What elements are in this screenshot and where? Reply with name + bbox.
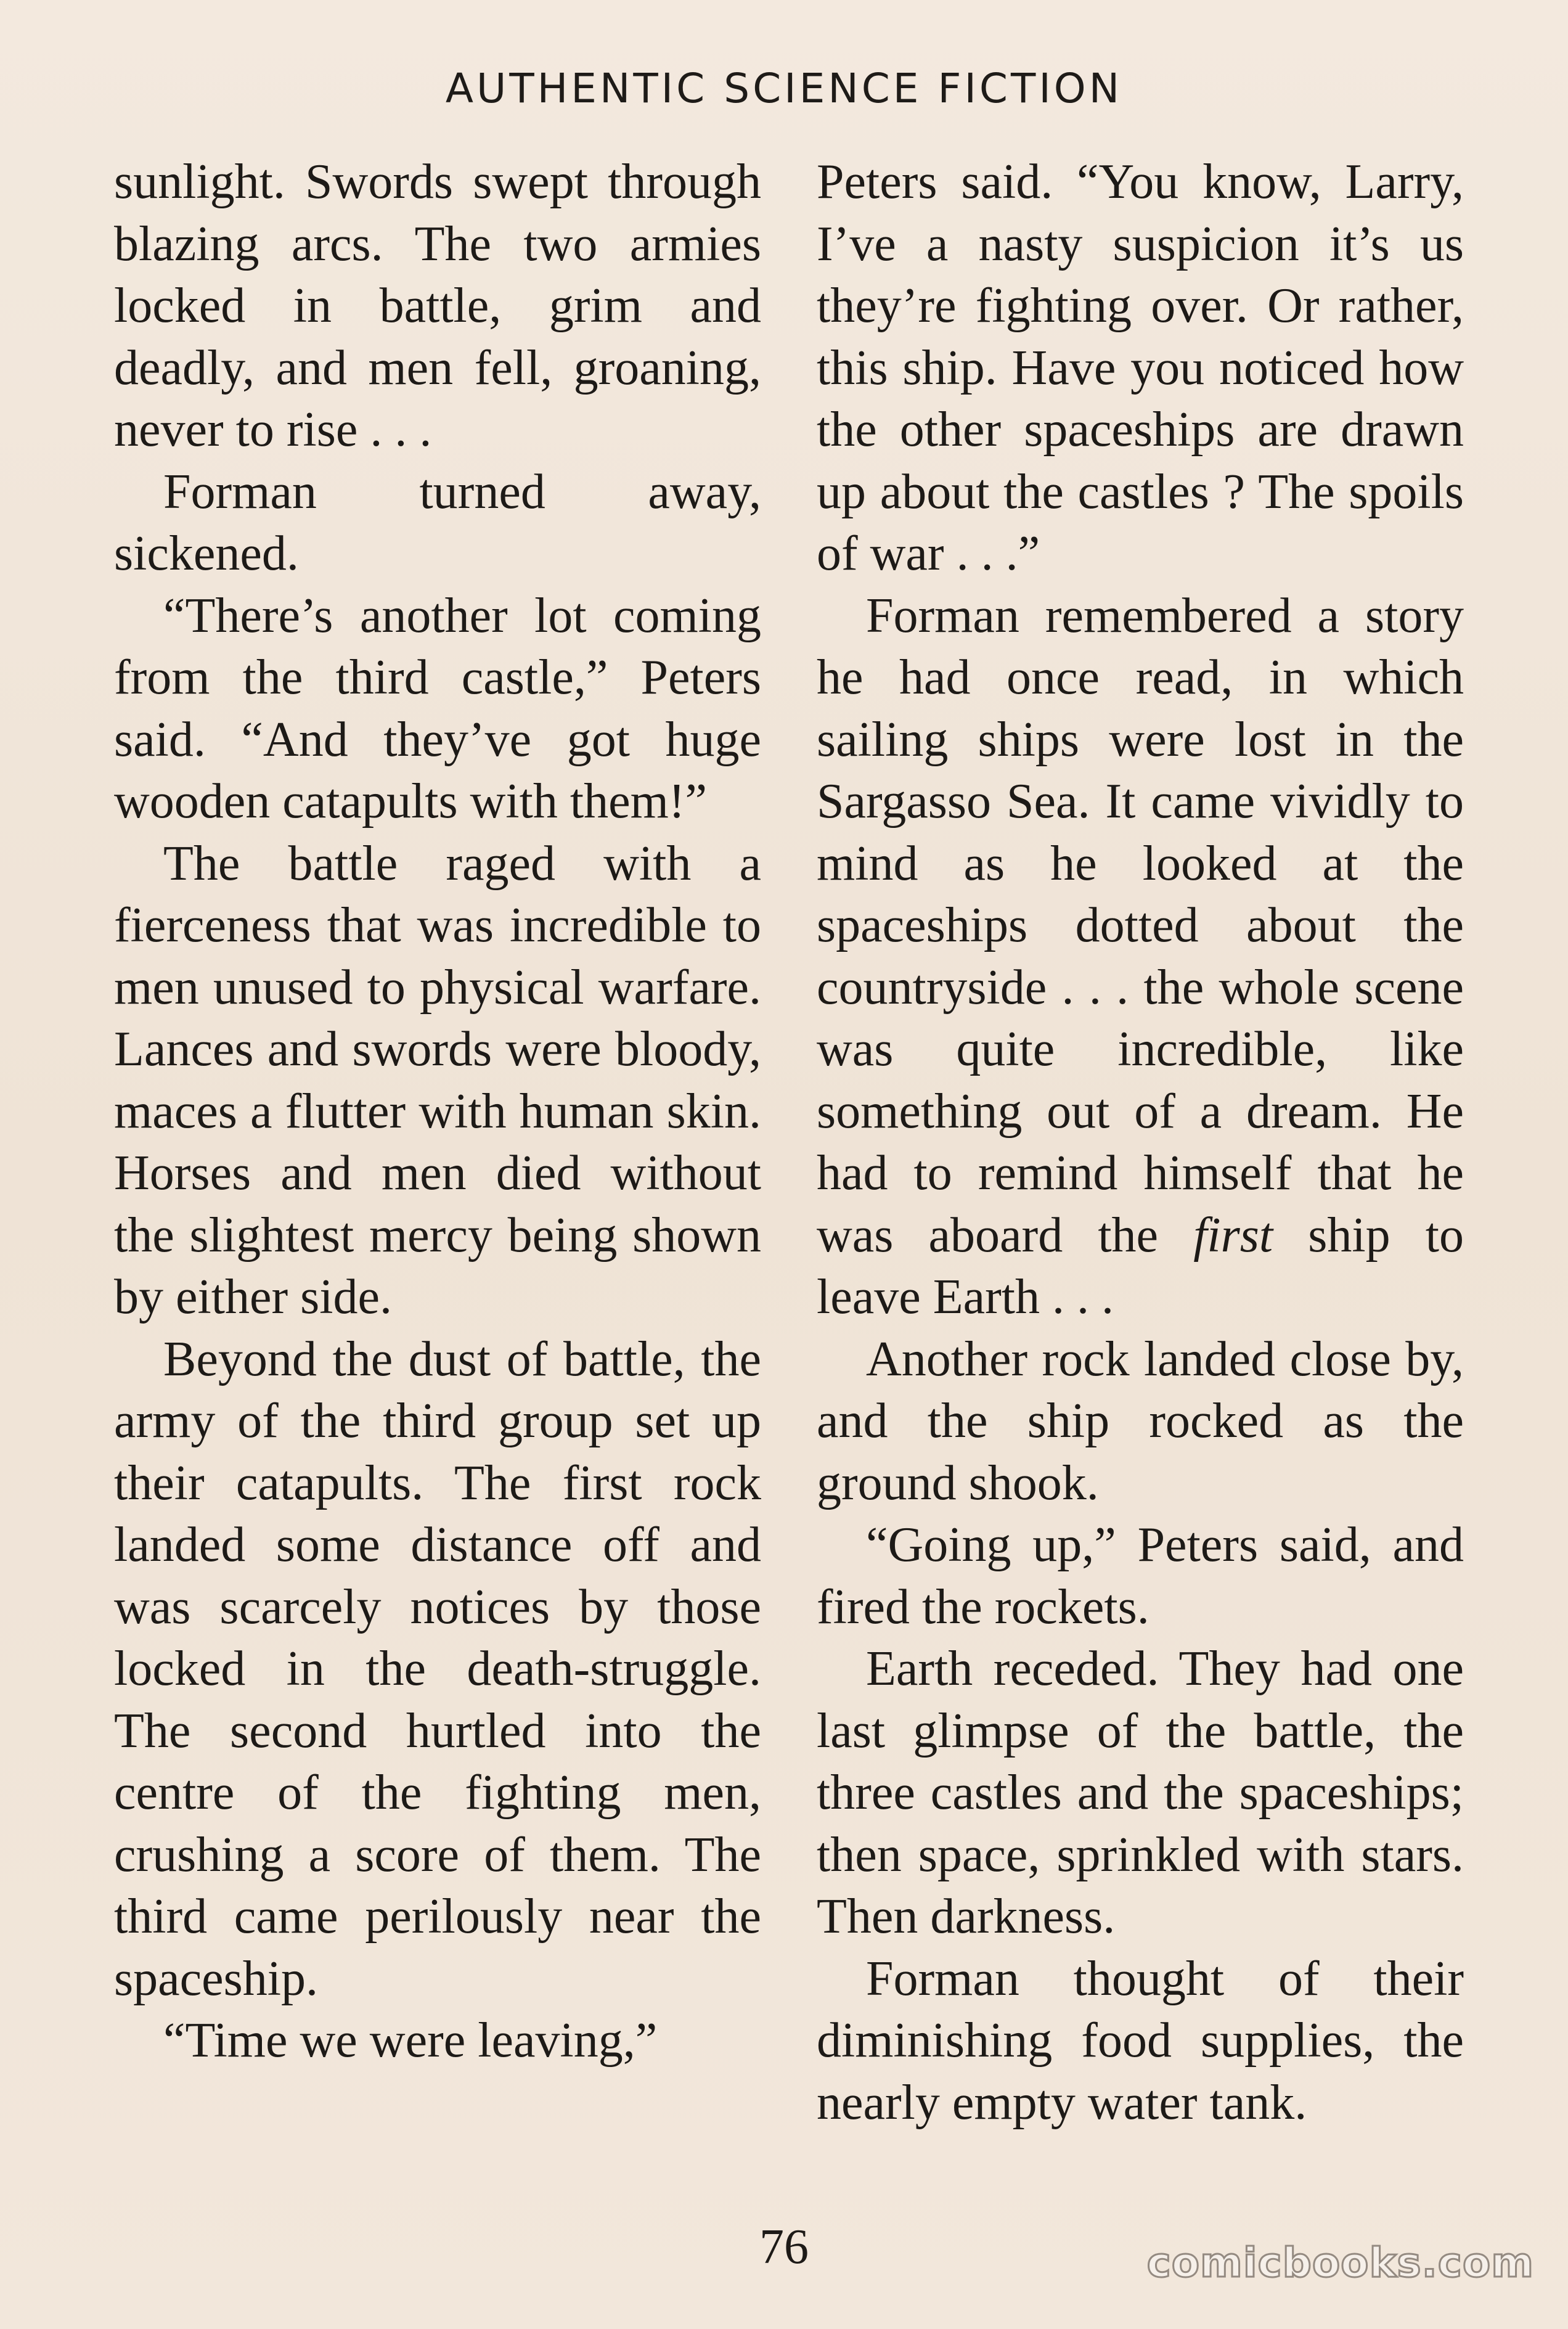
- italic-word: first: [1193, 1208, 1273, 1263]
- paragraph: Beyond the dust of battle, the army of the third group set up their catapults. The first rock landed some distance off and was scarcely notices by those locked in the death-struggle. The second hurtled into the centre of the fighting men, crushing a score of them. The third came perilously near the spaceship.: [114, 1332, 761, 2006]
- paragraph: sunlight. Swords swept through blazing arcs. The two armies locked in battle, grim and deadly, and men fell, groaning, never to rise . . .: [114, 155, 761, 457]
- paragraph: Earth receded. They had one last glimpse of the battle, the three castles and the spaceships; then space, sprinkled with stars. Then darkness.: [817, 1642, 1464, 1944]
- paragraph: Another rock landed close by, and the ship rocked as the ground shook.: [817, 1332, 1464, 1510]
- left-column: [114, 151, 761, 2072]
- paragraph: “Time we were leaving,”: [163, 2013, 658, 2068]
- page-number: 76: [759, 2220, 809, 2274]
- paragraph: “Going up,” Peters said, and fired the rockets.: [817, 1518, 1464, 1634]
- paragraph: Peters said. “You know, Larry, I’ve a nasty suspicion it’s us they’re fighting over. Or rather, this ship. Have you noticed how the other spaceships are drawn up about the castles ? The spoils of war . . .”: [817, 155, 1464, 581]
- paragraph: Forman turned away, sickened.: [114, 464, 761, 581]
- paragraph: “There’s another lot coming from the third castle,” Peters said. “And they’ve got huge wooden catapults with them!”: [114, 588, 761, 829]
- watermark-logo: comicbooks.com: [1146, 2239, 1534, 2286]
- running-header: AUTHENTIC SCIENCE FICTION: [445, 65, 1123, 112]
- right-column: [817, 151, 1464, 2134]
- paragraph: Forman thought of their diminishing food supplies, the nearly empty water tank.: [817, 1951, 1464, 2130]
- paragraph: [817, 585, 1464, 1328]
- paragraph-tail: ship to leave Earth . . .: [817, 1208, 1464, 1324]
- paragraph-text: Forman remembered a story he had once read, in which sailing ships were lost in the Sargasso Sea. It came vividly to mind as he looked at the spaceships dotted about the countryside . . . the whole scene was quite incredible, like something out of a dream. He had to remind himself that he was aboard the: [817, 588, 1464, 1263]
- paragraph: The battle raged with a fierceness that was incredible to men unused to physical warfare. Lances and swords were bloody, maces a flutter with human skin. Horses and men died without the slightest mercy being shown by either side.: [114, 836, 761, 1324]
